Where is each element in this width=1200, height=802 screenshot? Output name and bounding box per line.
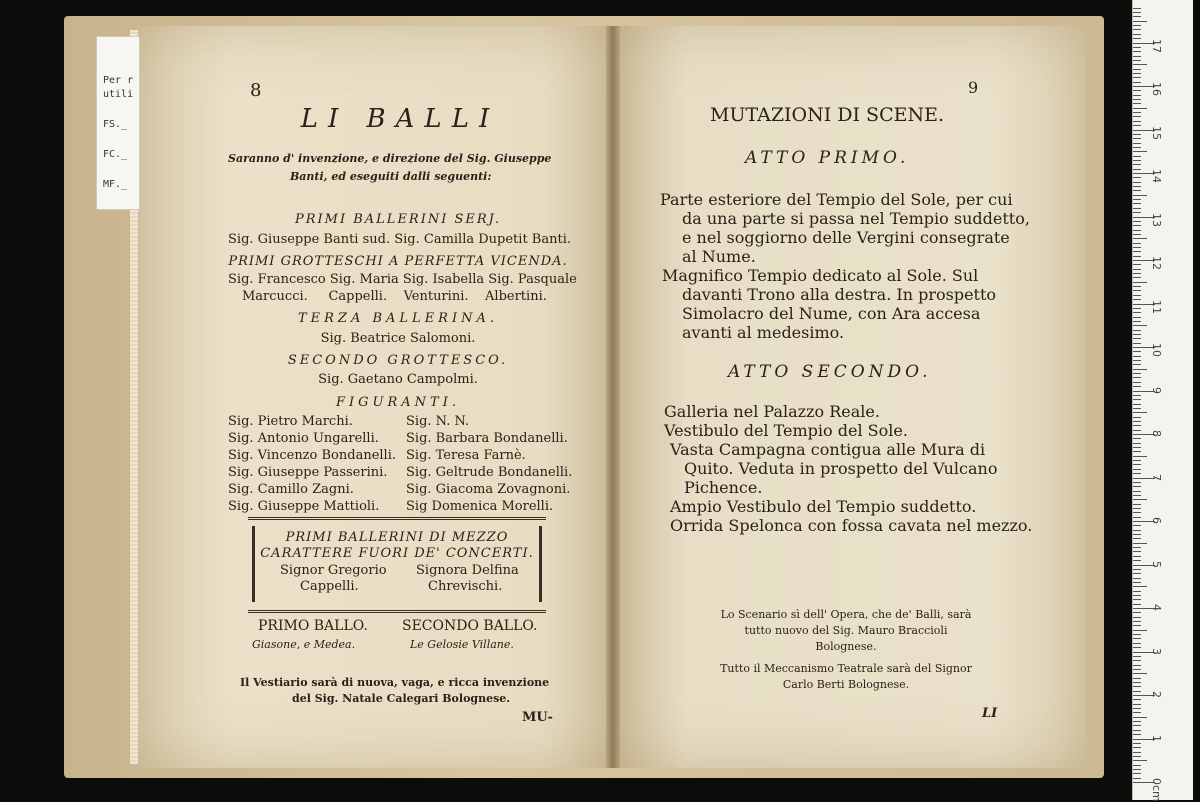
ruler-tick <box>1133 625 1141 626</box>
ruler-tick <box>1133 504 1141 505</box>
slip-line: MF._ <box>103 179 128 190</box>
ruler-tick <box>1133 678 1141 679</box>
ruler-tick <box>1133 264 1141 265</box>
ruler-tick <box>1133 8 1141 9</box>
ruler-tick <box>1133 95 1141 96</box>
cast-line: Sig. Giuseppe Banti sud. Sig. Camilla Dupetit Banti. <box>228 232 571 247</box>
ruler-tick <box>1133 199 1141 200</box>
figurante-name: Sig Domenica Morelli. <box>406 499 554 514</box>
figurante-name: Sig. Geltrude Bondanelli. <box>406 465 573 480</box>
ruler-tick <box>1133 530 1141 531</box>
ruler-tick <box>1133 508 1141 509</box>
box-name: Chrevischi. <box>428 579 503 594</box>
ruler-label: 16 <box>1150 82 1163 96</box>
cast-line: Sig. Gaetano Campolmi. <box>318 372 478 387</box>
section-heading: PRIMI GROTTESCHI A PERFETTA VICENDA. <box>228 254 568 269</box>
box-heading: CARATTERE FUORI DE' CONCERTI. <box>260 546 534 561</box>
ruler-tick <box>1133 325 1147 326</box>
cast-line: Sig. Beatrice Salomoni. <box>320 331 476 346</box>
ruler-tick <box>1133 708 1141 709</box>
ruler-tick <box>1133 77 1141 78</box>
scene-line: Pichence. <box>684 478 763 497</box>
footer-line: del Sig. Natale Calegari Bolognese. <box>292 692 511 705</box>
ruler-tick <box>1133 143 1141 144</box>
ruler-tick <box>1133 721 1141 722</box>
ruler-tick <box>1133 38 1141 39</box>
ruler-tick <box>1133 334 1141 335</box>
ruler-tick <box>1133 277 1141 278</box>
ruler-tick <box>1133 473 1141 474</box>
footer-line: Tutto il Meccanismo Teatrale sarà del Signor <box>720 662 972 675</box>
ruler-tick <box>1133 121 1141 122</box>
ruler-tick <box>1133 64 1147 65</box>
ruler-tick <box>1133 765 1141 766</box>
ruler-tick <box>1133 125 1141 126</box>
footer-line: Bolognese. <box>815 640 877 653</box>
footer-line: Il Vestiario sarà di nuova, vaga, e ricca invenzione <box>240 676 550 689</box>
ruler-tick <box>1133 208 1141 209</box>
ruler-tick <box>1133 225 1141 226</box>
ruler-tick <box>1133 230 1141 231</box>
ruler-tick <box>1133 752 1141 753</box>
ruler-tick <box>1133 195 1147 196</box>
page-title: LI BALLI <box>300 104 500 134</box>
ruler-tick <box>1133 486 1141 487</box>
ruler-tick <box>1133 638 1141 639</box>
ruler-tick <box>1133 669 1141 670</box>
ruler-tick <box>1133 116 1141 117</box>
ruler-tick <box>1133 282 1147 283</box>
scene-line: al Nume. <box>682 247 756 266</box>
ruler-tick <box>1133 734 1141 735</box>
ruler-tick <box>1133 60 1141 61</box>
ruler-tick <box>1133 34 1141 35</box>
ruler-label: 12 <box>1150 256 1163 270</box>
ruler-tick <box>1133 495 1141 496</box>
ruler-label: 7 <box>1150 473 1163 481</box>
ruler-label: 9 <box>1150 386 1163 394</box>
ruler-tick <box>1133 573 1141 574</box>
ruler-tick <box>1133 451 1141 452</box>
ruler-tick <box>1133 660 1141 661</box>
ruler-tick <box>1133 430 1141 431</box>
ruler-tick <box>1133 351 1141 352</box>
ruler-tick <box>1133 404 1141 405</box>
scene-line: Vasta Campagna contigua alle Mura di <box>670 440 986 459</box>
ruler-tick <box>1133 634 1141 635</box>
ruler-label: 17 <box>1150 38 1163 53</box>
ruler-tick <box>1133 699 1141 700</box>
ruler-tick <box>1133 595 1141 596</box>
ruler-tick <box>1133 730 1141 731</box>
page-number: 9 <box>968 78 979 97</box>
slip-line: FS._ <box>103 119 128 130</box>
ruler-tick <box>1133 177 1141 178</box>
ruler-tick <box>1133 338 1141 339</box>
ruler-tick <box>1133 112 1141 113</box>
ruler-tick <box>1133 190 1141 191</box>
scene-line: Galleria nel Palazzo Reale. <box>664 402 880 421</box>
right-page <box>616 26 1086 768</box>
footer-line: Lo Scenario sì dell' Opera, che de' Balli, sarà <box>720 608 972 621</box>
ruler-tick <box>1133 682 1141 683</box>
ruler-tick <box>1133 134 1141 135</box>
section-heading: SECONDO GROTTESCO. <box>287 353 509 368</box>
ruler-tick <box>1133 560 1141 561</box>
ruler-tick <box>1133 582 1141 583</box>
ruler-tick <box>1133 56 1141 57</box>
ruler-tick <box>1133 604 1141 605</box>
library-slip <box>96 36 140 210</box>
scene-line: Orrida Spelonca con fossa cavata nel mezzo. <box>670 516 1033 535</box>
ruler-tick <box>1133 317 1141 318</box>
ruler-tick <box>1133 73 1141 74</box>
page-number: 8 <box>250 80 262 101</box>
figurante-name: Sig. N. N. <box>406 414 470 429</box>
book-gutter <box>606 26 620 768</box>
ruler-tick <box>1133 773 1141 774</box>
ruler-tick <box>1133 456 1147 457</box>
scene-line: da una parte si passa nel Tempio suddetto, <box>682 209 1030 228</box>
ruler-tick <box>1133 25 1141 26</box>
ruler-tick <box>1133 12 1141 13</box>
ruler-tick <box>1133 464 1141 465</box>
figurante-name: Sig. Antonio Ungarelli. <box>228 431 379 446</box>
ruler-tick <box>1133 421 1141 422</box>
ruler-tick <box>1133 547 1141 548</box>
ruler-tick <box>1133 673 1147 674</box>
ruler-tick <box>1133 612 1141 613</box>
ruler-tick <box>1133 743 1141 744</box>
ruler-tick <box>1133 586 1147 587</box>
ruler-tick <box>1133 186 1141 187</box>
ruler-tick <box>1133 417 1141 418</box>
ruler-tick <box>1133 21 1147 22</box>
ruler-tick <box>1133 290 1141 291</box>
footer-line: Carlo Berti Bolognese. <box>782 678 910 691</box>
ruler-tick <box>1133 543 1147 544</box>
ruler-tick <box>1133 747 1141 748</box>
ruler-tick <box>1133 591 1141 592</box>
ruler-tick <box>1133 221 1141 222</box>
ruler-tick <box>1133 686 1141 687</box>
ruler-tick <box>1133 725 1141 726</box>
ballo-title: Giasone, e Medea. <box>252 638 356 651</box>
ruler-tick <box>1133 182 1141 183</box>
ruler-tick <box>1133 69 1141 70</box>
ruler-tick <box>1133 438 1141 439</box>
ruler-label: 14 <box>1150 169 1163 183</box>
ruler-tick <box>1133 99 1141 100</box>
ruler-tick <box>1133 160 1141 161</box>
scene-line: Ampio Vestibulo del Tempio suddetto. <box>670 497 977 516</box>
ruler-tick <box>1133 491 1141 492</box>
ruler-tick <box>1133 47 1141 48</box>
section-heading: TERZA BALLERINA. <box>297 311 499 326</box>
figurante-name: Sig. Teresa Farnè. <box>406 448 526 463</box>
ruler-tick <box>1133 395 1141 396</box>
ruler-tick <box>1133 151 1147 152</box>
ruler-tick <box>1133 717 1147 718</box>
ruler-tick <box>1133 482 1141 483</box>
ruler-tick <box>1133 578 1141 579</box>
section-heading: PRIMI BALLERINI SERJ. <box>294 212 502 227</box>
ballo-title: Le Gelosie Villane. <box>410 638 514 651</box>
ruler-tick <box>1133 408 1141 409</box>
catchword: MU- <box>522 710 553 725</box>
ruler-tick <box>1133 295 1141 296</box>
ruler-tick <box>1133 286 1141 287</box>
ruler-tick <box>1133 469 1141 470</box>
ruler-tick <box>1133 147 1141 148</box>
ruler-tick <box>1133 630 1147 631</box>
ruler-label: 15 <box>1150 125 1163 140</box>
footer-line: tutto nuovo del Sig. Mauro Braccioli <box>744 624 948 637</box>
section-heading: FIGURANTI. <box>336 395 460 410</box>
ruler-tick <box>1133 164 1141 165</box>
figurante-name: Sig. Giuseppe Passerini. <box>228 465 388 480</box>
ruler-tick <box>1133 251 1141 252</box>
ruler-tick <box>1133 399 1141 400</box>
ruler-tick <box>1133 90 1141 91</box>
ruler-tick <box>1133 656 1141 657</box>
ruler-label: 13 <box>1150 212 1163 227</box>
ruler-tick <box>1133 756 1141 757</box>
ruler-tick <box>1133 364 1141 365</box>
ruler-tick <box>1133 643 1141 644</box>
intro-line: Saranno d' invenzione, e direzione del Sig. Giuseppe <box>228 152 552 165</box>
ruler-tick <box>1133 760 1147 761</box>
box-heading: PRIMI BALLERINI DI MEZZO <box>285 530 509 545</box>
ruler-tick <box>1133 377 1141 378</box>
ruler-tick <box>1133 269 1141 270</box>
scene-line: Parte esteriore del Tempio del Sole, per cui <box>660 190 1013 209</box>
ruler-tick <box>1133 103 1141 104</box>
ruler-tick <box>1133 343 1141 344</box>
ruler-tick <box>1133 356 1141 357</box>
ruler-tick <box>1133 382 1141 383</box>
ruler-label: 8 <box>1150 430 1163 437</box>
ruler-tick <box>1133 617 1141 618</box>
scene-line: Vestibulo del Tempio del Sole. <box>664 421 908 440</box>
ruler-tick <box>1133 369 1147 370</box>
ruler-tick <box>1133 243 1141 244</box>
figurante-name: Sig. Pietro Marchi. <box>228 414 353 429</box>
ruler-tick <box>1133 108 1147 109</box>
scene-line: Quito. Veduta in prospetto del Vulcano <box>684 459 998 478</box>
ruler-tick <box>1133 556 1141 557</box>
cast-line: Sig. Francesco Sig. Maria Sig. Isabella Sig. Pasquale <box>228 272 577 287</box>
ruler-label: 4 <box>1150 604 1163 611</box>
ruler-label: 2 <box>1150 691 1163 698</box>
ruler-tick <box>1133 412 1147 413</box>
ruler-label: 0cm <box>1150 778 1163 802</box>
scene-line: Magnifico Tempio dedicato al Sole. Sul <box>662 266 979 285</box>
box-name: Signor Gregorio <box>280 563 387 578</box>
act-heading: ATTO PRIMO. <box>745 148 910 168</box>
slip-line: FC._ <box>103 149 128 160</box>
ruler-label: 11 <box>1150 299 1163 314</box>
ruler-tick <box>1133 647 1141 648</box>
ruler-tick <box>1133 769 1141 770</box>
ruler-tick <box>1133 156 1141 157</box>
ballo-heading: SECONDO BALLO. <box>402 618 538 634</box>
measuring-ruler <box>1132 0 1193 800</box>
figurante-name: Sig. Giacoma Zovagnoni. <box>406 482 571 497</box>
ruler-tick <box>1133 621 1141 622</box>
ruler-tick <box>1133 512 1141 513</box>
ruler-tick <box>1133 273 1141 274</box>
slip-line: utili <box>103 89 134 100</box>
ruler-tick <box>1133 238 1147 239</box>
ruler-tick <box>1133 525 1141 526</box>
ruler-label: 5 <box>1150 560 1163 568</box>
scene-line: davanti Trono alla destra. In prospetto <box>682 285 997 304</box>
ruler-tick <box>1133 538 1141 539</box>
ruler-tick <box>1133 443 1141 444</box>
ruler-tick <box>1133 460 1141 461</box>
ruler-label: 10 <box>1150 343 1163 357</box>
ruler-tick <box>1133 16 1141 17</box>
page-title: MUTAZIONI DI SCENE. <box>710 104 945 126</box>
ruler-tick <box>1133 321 1141 322</box>
scene-line: Simolacro del Nume, con Ara accesa <box>682 304 981 323</box>
ruler-tick <box>1133 29 1141 30</box>
ruler-tick <box>1133 373 1141 374</box>
ruler-tick <box>1133 704 1141 705</box>
ruler-tick <box>1133 569 1141 570</box>
ruler-tick <box>1133 447 1141 448</box>
box-name: Cappelli. <box>300 579 359 594</box>
ruler-tick <box>1133 82 1141 83</box>
ruler-tick <box>1133 312 1141 313</box>
cast-line: Marcucci. Cappelli. Venturini. Albertini. <box>242 289 547 304</box>
box-name: Signora Delfina <box>416 563 519 578</box>
ballo-heading: PRIMO BALLO. <box>258 618 368 634</box>
ruler-tick <box>1133 51 1141 52</box>
figurante-name: Sig. Vincenzo Bondanelli. <box>228 448 396 463</box>
figurante-name: Sig. Giuseppe Mattioli. <box>228 499 380 514</box>
figurante-name: Sig. Barbara Bondanelli. <box>406 431 568 446</box>
ruler-tick <box>1133 330 1141 331</box>
ruler-tick <box>1133 308 1141 309</box>
ruler-tick <box>1133 712 1141 713</box>
ruler-tick <box>1133 169 1141 170</box>
scene-line: e nel soggiorno delle Vergini consegrate <box>682 228 1010 247</box>
ruler-tick <box>1133 691 1141 692</box>
ruler-tick <box>1133 386 1141 387</box>
ruler-tick <box>1133 599 1141 600</box>
figurante-name: Sig. Camillo Zagni. <box>228 482 354 497</box>
ruler-tick <box>1133 665 1141 666</box>
catchword: LI <box>982 706 998 721</box>
ruler-label: 3 <box>1150 647 1163 655</box>
ruler-tick <box>1133 360 1141 361</box>
ruler-tick <box>1133 534 1141 535</box>
ruler-tick <box>1133 256 1141 257</box>
intro-line: Banti, ed eseguiti dalli seguenti: <box>290 170 492 183</box>
ruler-tick <box>1133 499 1147 500</box>
ruler-tick <box>1133 212 1141 213</box>
ruler-tick <box>1133 247 1141 248</box>
ruler-tick <box>1133 551 1141 552</box>
ruler-tick <box>1133 138 1141 139</box>
ruler-tick <box>1133 517 1141 518</box>
act-heading: ATTO SECONDO. <box>728 362 932 382</box>
scene-line: avanti al medesimo. <box>682 323 845 342</box>
ruler-tick <box>1133 778 1141 779</box>
ruler-tick <box>1133 299 1141 300</box>
ruler-label: 1 <box>1150 734 1163 742</box>
ruler-tick <box>1133 425 1141 426</box>
ruler-tick <box>1133 234 1141 235</box>
ruler-tick <box>1133 203 1141 204</box>
ruler-label: 6 <box>1150 517 1163 524</box>
slip-line: Per r <box>103 75 134 86</box>
